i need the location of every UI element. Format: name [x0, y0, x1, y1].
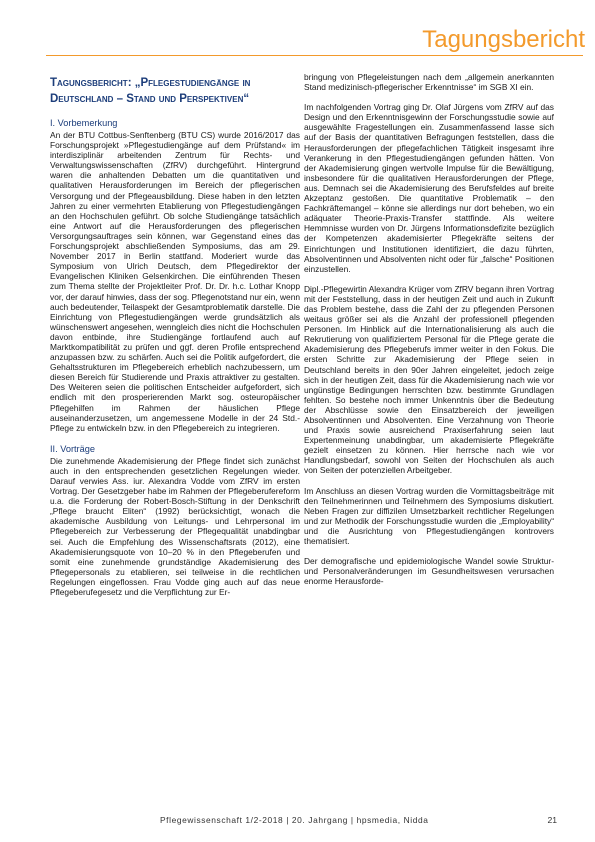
section-heading: II. Vorträge — [50, 443, 95, 454]
paragraph: Die zunehmende Akademisierung der Pflege findet sich zunächst auch in den entsprechenden gesetzlichen Regelungen wieder. Darauf verwies Ass. iur. Alexandra Vodde vom ZfRV im ersten Vortrag. Der Gesetzgeber habe im Rahmen der Pflegeberufereform u.a. die Forderung der Robert-Bosch-Stiftung in der Denkschrift „Pflege braucht Eliten“ (1992) berücksichtigt, wonach die akademische Ausbildung von Leitungs- und Lehrpersonal im Pflegebereich zur Verbesserung der Pflegequalität unabdingbar sei. Auch die Empfehlung des Wissenschaftsrats (2012), eine Akademisierungsquote von 10–20 % in den Pflegeberufen und somit eine zunehmende grundständige Akademisierung des Pflegepersonals zu etablieren, sei teilweise in die rechtlichen Regelungen eingeflossen. Frau Vodde ging auch auf das neue Pflegeberufegesetz und die Verpflichtung zur Er- — [50, 455, 300, 598]
journal-citation: Pflegewissenschaft 1/2-2018 | 20. Jahrgang | hpsmedia, Nidda — [160, 815, 429, 825]
paragraph: bringung von Pflegeleistungen nach dem „allgemein anerkannten Stand medizinisch-pflegerischer Erkenntnisse“ im SGB XI ein. — [304, 72, 554, 93]
section-label: Tagungsbericht — [422, 26, 585, 53]
paragraph: Der demografische und epidemiologische Wandel sowie Struktur- und Personalveränderungen im Gesundheitswesen verursachen enorme Herausforde- — [304, 556, 554, 587]
right-column — [304, 72, 554, 596]
section-heading: I. Vorbemerkung — [50, 118, 118, 128]
article-title: Tagungsbericht: „Pflegestudiengänge in Deutschland – Stand und Perspektiven“ — [50, 77, 251, 105]
page-number: 21 — [547, 815, 557, 825]
header-divider — [46, 55, 583, 56]
paragraph: Im nachfolgenden Vortrag ging Dr. Olaf Jürgens vom ZfRV auf das Design und den Erkenntnisgewinn der Forschungsstudie sowie auf ausgewählte Fragestellungen ein. Zusammenfassend lasse sich auf der Basis der quantitativen Befragungen feststellen, dass die Herausforderungen der pflegefachlichen Tätigkeit insgesamt ihre Verankerung in den Pflegestudiengängen gefunden hätten. Von der Akademisierung gingen wertvolle Impulse für die Bewältigung, insbesondere für die qualitativen Herausforderungen der Pflege, aus. Demnach sei die Akademisierung des Berufsfeldes auf breite Akzeptanz gestoßen. Die quantitative Problematik – den Fachkräftemangel – könne sie allerdings nur dort beheben, wo ein adäquater Theorie-Praxis-Transfer stattfinde. Als weitere Hemmnisse wurden von Dr. Jürgens Informationsdefizite bezüglich der Kompetenzen akademisierter Pflegekräfte seitens der Einrichtungen und Institutionen identifiziert, die dazu führten, Absolventinnen und Absolventen nicht oder für „falsche“ Positionen einzustellen. — [304, 102, 554, 274]
paragraph: Dipl.-Pflegewirtin Alexandra Krüger vom ZfRV begann ihren Vortrag mit der Feststellung, dass in der heutigen Zeit und auch in Zukunft das Problem bestehe, dass die Zahl der zu pflegenden Personen weitaus größer sei als die Anzahl der professionell pflegenden Personen. Im Hinblick auf die Internationalisierung als auch die Rekrutierung von qualifiziertem Personal für die Pflege gerate die Akademisierung des Pflegeberufs immer weiter in den Fokus. Die ersten Schritte zur Akademisierung der Pflege seien in Deutschland bereits in den 90er Jahren eingeleitet, jedoch zeige sich in der heutigen Zeit, dass für die Akademisierung nach wie vor ungünstige Bedingungen herrschten bzw. bestimmte Grundlagen fehlten. So bestehe noch immer Unkenntnis über die Bedeutung der Abschlüsse sowie den Einsatzbereich der jeweiligen Absolventinnen und Absolventen. Eine Verzahnung von Theorie und Praxis sowie ausreichend Praxiserfahrung seien laut Expertenmeinung unabdingbar, um akademisierte Pflegekräfte gezielt einsetzen zu können. Hier herrsche nach wie vor Handlungsbedarf, sowohl von Seiten der Hochschulen als auch von Seiten der potenziellen Arbeitgeber. — [304, 283, 554, 476]
left-column — [50, 72, 300, 607]
paragraph: An der BTU Cottbus-Senftenberg (BTU CS) wurde 2016/2017 das Forschungsprojekt »Pflegestudiengänge auf dem Prüfstand« im interdisziplinär arbeitenden Zentrum für Rechts- und Verwaltungswissenschaften (ZfRV) durchgeführt. Hintergrund waren die anhaltenden Debatten um die quantitativen und qualitativen Herausforderungen im Bereich der pflegerischen Versorgung und der Pflegeausbildung. Diese haben in den letzten Jahren zu einer vermehrten Etablierung von Pflegestudiengängen an den Hochschulen geführt. Ob solche Studiengänge tatsächlich eine Antwort auf die Herausforderungen des pflegerischen Versorgungsauftrages sein können, war Gegenstand eines das Forschungsprojekt abschließenden Symposiums, das am 29. November 2017 in Berlin stattfand. Moderiert wurde das Symposium von Ulrich Deutsch, dem Pflegedirektor der Evangelischen Kliniken Gelsenkirchen. Die einführenden Thesen zum Thema stellte der Projektleiter Prof. Dr. Dr. h.c. Lothar Knopp vor, der darauf hinwies, dass der sog. Pflegenotstand nur ein, wenn auch bedeutender, Teilaspekt der Gesamtproblematik darstelle. Die Einrichtung von Pflegestudiengängen werde grundsätzlich als wünschenswert angesehen, wenngleich dies nicht die Hochschulen davon entbinde, ihre Studiengänge fortlaufend auch auf Marktkompatibilität zu prüfen und ggf. deren Profile entsprechend anzupassen bzw. zu schärfen. Auch sei die Politik aufgefordert, die Gehaltsstrukturen im Pflegebereich erheblich nachzubessern, um diesen Bereich für Studierende und Praxis attraktiver zu gestalten. Des Weiteren seien die politischen Entscheider aufgefordert, sich endlich mit den prosperierenden Markt sog. osteuropäischer Pflegehilfen im Rahmen der häuslichen Pflege auseinanderzusetzen, um angemessene Modelle in der 24 Std.-Pflege zu entwickeln bzw. in den Pflegebereich zu integrieren. — [50, 130, 301, 433]
paragraph: Im Anschluss an diesen Vortrag wurden die Vormittagsbeiträge mit den Teilnehmerinnen und Teilnehmern des Symposiums diskutiert. Neben Fragen zur diffizilen Umsetzbarkeit rechtlicher Regelungen und zur Methodik der Forschungsstudie wurden die „Employability“ und die Ausrichtung von Pflegestudiengängen kontrovers thematisiert. — [304, 485, 554, 547]
